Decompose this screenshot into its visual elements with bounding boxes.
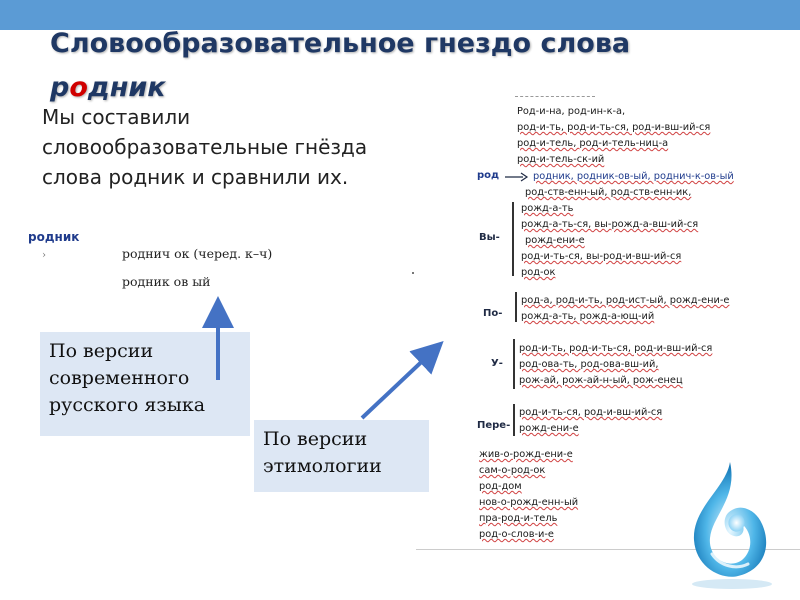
nest-compound-6: род-о-слов-и-е (479, 529, 554, 540)
nest-top-4: род-и-тель-ск-ий (517, 154, 605, 165)
label-pere: Пере- (477, 420, 511, 431)
intro-line-3: слова родник и сравнили их. (42, 165, 349, 189)
label-po: По- (483, 308, 503, 319)
nest-compound-2: сам-о-род-ок (479, 465, 546, 476)
nest-u-3: рож-ай, рож-ай-н-ый, рож-енец (519, 375, 683, 386)
bracket-vy (512, 202, 514, 276)
nest-rod-line: родник, родник-ов-ый, роднич-к-ов-ый (533, 171, 734, 182)
caption-etym-line-1: По версии (263, 428, 368, 450)
arrow-right-icon (505, 172, 529, 182)
nest-compound-3: род-дом (479, 481, 522, 492)
nest-pere-1: род-и-ть-ся, род-и-вш-ий-ся (519, 407, 663, 418)
intro-line-1: Мы составили (42, 105, 191, 129)
nest-po-2: рожд-а-ть, рожд-а-ющ-ий (521, 311, 655, 322)
scan-line-2: родник ов ый (122, 274, 211, 289)
keyword-part-1: р (50, 72, 70, 103)
nest-po-1: род-а, род-и-ть, род-ист-ый, рожд-ени-е (521, 295, 730, 306)
nest-compound-1: жив-о-рожд-ени-е (479, 449, 573, 460)
nest-u-2: род-ова-ть, род-ова-вш-ий, (519, 359, 659, 370)
nest-vy-5: род-ок (521, 267, 556, 278)
stray-dot (412, 272, 414, 274)
bracket-pere (513, 404, 515, 436)
label-vy: Вы- (479, 232, 500, 243)
nest-top-3: род-и-тель, род-и-тель-ниц-а (517, 138, 669, 149)
nest-compound-4: нов-о-рожд-енн-ый (479, 497, 579, 508)
cropped-line (515, 96, 595, 103)
caption-modern-line-2: современного (49, 367, 190, 389)
nest-vy-2: рожд-а-ть-ся, вы-рожд-а-вш-ий-ся (521, 219, 699, 230)
label-u: У- (491, 358, 503, 369)
caption-modern-line-3: русского языка (49, 394, 206, 416)
intro-line-2: словообразовательные гнёзда (42, 135, 368, 159)
scan-line-1: роднич ок (черед. к–ч) (122, 246, 273, 261)
nest-vy-4: род-и-ть-ся, вы-род-и-вш-ий-ся (521, 251, 682, 262)
keyword-stressed-letter: о (69, 72, 88, 103)
scan-word-rodnik: родник (28, 230, 80, 244)
caption-modern-line-1: По версии (49, 340, 154, 362)
nest-pere-2: рожд-ени-е (519, 423, 579, 434)
nest-compound-5: пра-род-и-тель (479, 513, 558, 524)
nest-top-1: Род-и-на, род-ин-к-а, (517, 106, 626, 117)
water-drop-swirl-logo-icon (672, 458, 790, 590)
bracket-po (515, 292, 517, 322)
caption-etym-line-2: этимологии (263, 455, 382, 477)
keyword-part-2: дник (87, 72, 166, 103)
nest-vy-3: рожд-ени-е (525, 235, 585, 246)
title-main: Словообразовательное гнездо слова (50, 28, 631, 59)
label-rod: род (477, 170, 500, 181)
nest-top-2: род-и-ть, род-и-ть-ся, род-и-вш-ий-ся (517, 122, 711, 133)
nest-rod-line-2: род-ств-енн-ый, род-ств-енн-ик, (525, 187, 692, 198)
bracket-u (513, 339, 515, 389)
scan-bullet: › (42, 250, 46, 261)
nest-u-1: род-и-ть, род-и-ть-ся, род-и-вш-ий-ся (519, 343, 713, 354)
nest-vy-1: рожд-а-ть (521, 203, 574, 214)
arrow-diagonal-icon (362, 352, 432, 418)
